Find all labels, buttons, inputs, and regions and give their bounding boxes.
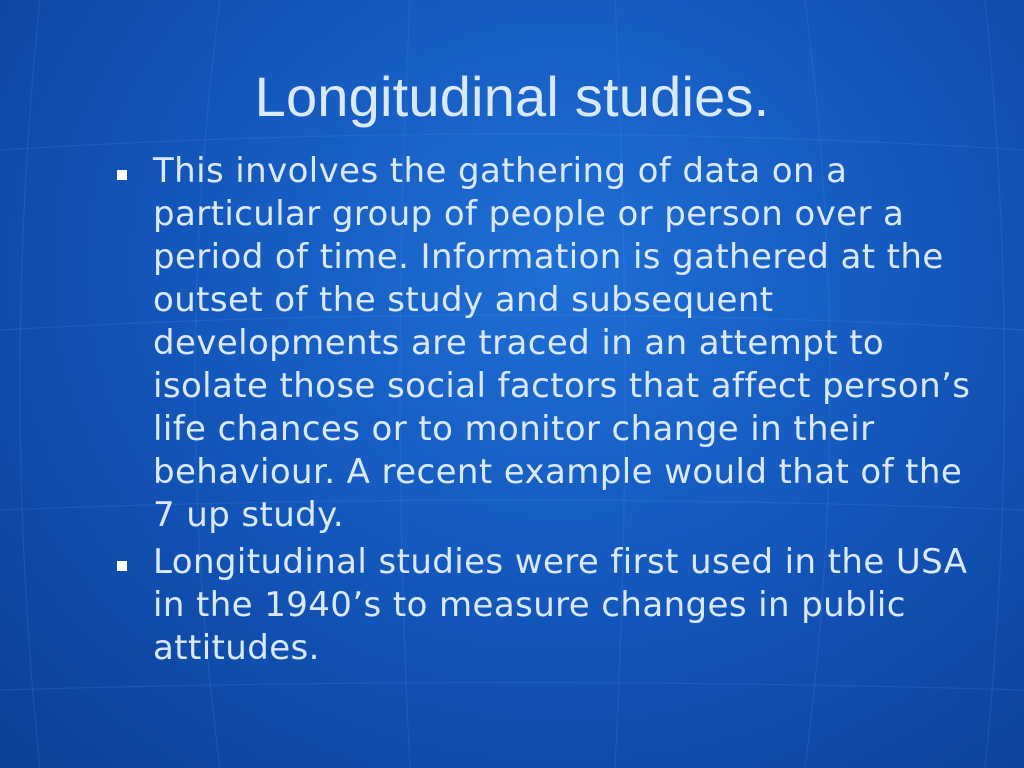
- bullet-item: [113, 541, 993, 670]
- square-bullet-icon: [117, 170, 127, 180]
- bullet-text: Longitudinal studies were first used in the USA in the 1940’s to measure changes in public attitudes.: [153, 542, 968, 668]
- bullet-list: [113, 150, 993, 674]
- bullet-item: [113, 150, 993, 537]
- bullet-text: This involves the gathering of data on a particular group of people or person over a period of time. Information is gathered at the outset of the study and subsequent developments are traced in an attempt to isolate those social factors that affect person’s life chances or to monitor change in their behaviour. A recent example would that of the 7 up study.: [153, 151, 971, 535]
- slide-title: Longitudinal studies.: [254, 65, 770, 128]
- square-bullet-icon: [117, 561, 127, 571]
